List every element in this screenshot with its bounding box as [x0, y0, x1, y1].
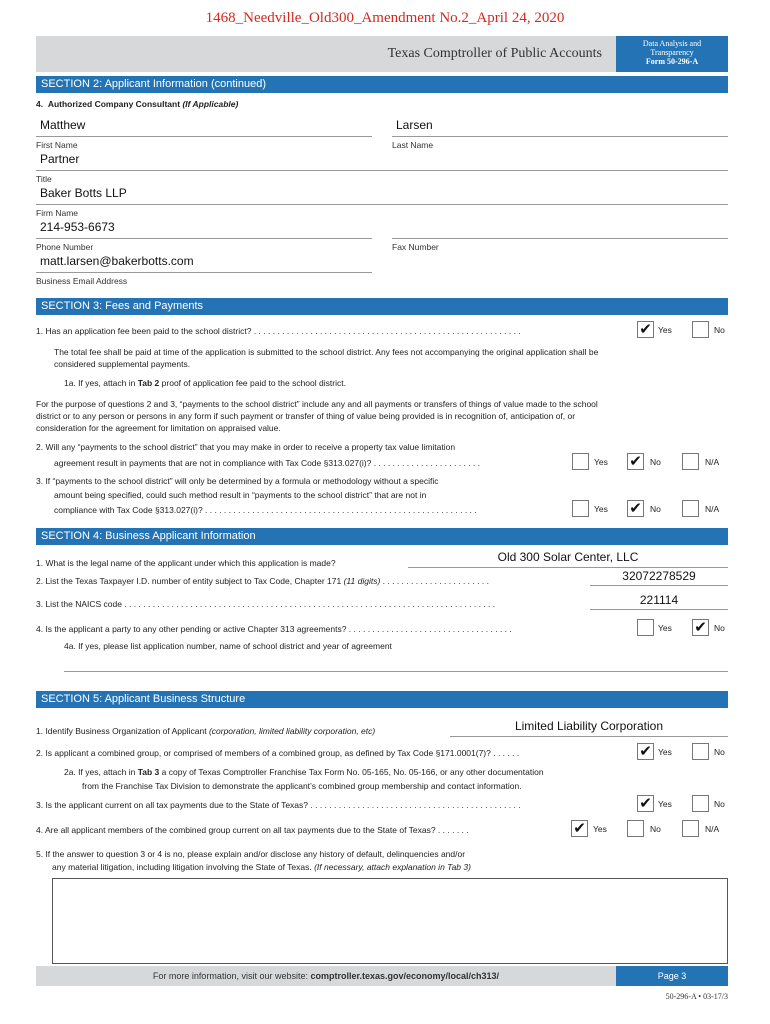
agreements-4a-instruction: 4a. If yes, please list application number, name of school district and year of agreement	[64, 641, 392, 651]
legal-name-line	[408, 567, 728, 568]
fee-1a-instruction	[64, 377, 346, 389]
q3-yes-checkbox[interactable]	[572, 500, 589, 517]
first-name-line	[36, 136, 372, 137]
footer-info	[36, 966, 616, 986]
page-number: Page 3	[616, 966, 728, 986]
agreements-yes-checkbox[interactable]	[637, 619, 654, 636]
fee-no-checkbox[interactable]	[692, 321, 709, 338]
tab-ref: Tab 2	[137, 378, 160, 388]
fee-no-label: No	[714, 325, 725, 335]
payments-para-line1: For the purpose of questions 2 and 3, “payments to the school district” include any and all payments or transfers of things of value made to the school	[36, 399, 598, 409]
q2-na-checkbox[interactable]	[682, 453, 699, 470]
taxpayer-id-question	[36, 575, 489, 587]
item-title: Authorized Company Consultant	[47, 99, 181, 109]
text: proof of application fee paid to the school district.	[159, 378, 346, 388]
fee-question: 1. Has an application fee been paid to the school district? . . . . . . . . . . . . . . . . . . . . . . . . . . . . . . . . . . . . . . . . . . . . . . . . . . . . . . . . .	[36, 326, 521, 336]
dots: . . . . . . . . . . . . . . . . . . . . . . .	[380, 576, 489, 586]
q2-line1: 2. Will any “payments to the school district” that you may make in order to receive a property tax value limitation	[36, 442, 456, 452]
payments-para-line2: district or to any person or persons in any form if such payment or transfer of thing of value being provided is in recognition of, anticipation of, or	[36, 411, 576, 421]
naics-line	[590, 609, 728, 610]
text: any material litigation, including litigation involving the State of Texas.	[52, 862, 315, 872]
combined-yes-checkbox[interactable]: ✔	[637, 743, 654, 760]
combined-2a-line2: from the Franchise Tax Division to demonstrate the applicant’s combined group membership and contact information.	[82, 781, 522, 791]
q2-na-label: N/A	[705, 457, 720, 467]
email-line	[36, 272, 372, 273]
first-name-label: First Name	[36, 140, 78, 150]
q3-line1: 3. If “payments to the school district” will only be determined by a formula or methodology without a specific	[36, 476, 439, 486]
q2-no-label: No	[650, 457, 661, 467]
item-number: 4.	[36, 99, 44, 109]
tab-ref: Tab 3	[137, 767, 160, 777]
document-title: 1468_Needville_Old300_Amendment No.2_April 24, 2020	[205, 10, 565, 26]
last-name-line	[392, 136, 728, 137]
email-label: Business Email Address	[36, 276, 128, 286]
section2-header: SECTION 2: Applicant Information (continued)	[36, 76, 728, 93]
fax-label: Fax Number	[392, 242, 439, 252]
legal-name-value[interactable]: Old 300 Solar Center, LLC	[497, 550, 639, 564]
fee-note-line1: The total fee shall be paid at time of the application is submitted to the school district. Any fees not accompanying the original application shall be	[54, 347, 599, 357]
attach-note: (If necessary, attach explanation in Tab 3)	[314, 862, 471, 872]
q3-no-checkbox[interactable]: ✔	[627, 500, 644, 517]
taxpayer-id-line	[590, 585, 728, 586]
title-label: Title	[36, 174, 52, 184]
text: 1. Identify Business Organization of Applicant	[36, 726, 209, 736]
payments-para-line3: consideration for the agreement for limitation on appraised value.	[36, 423, 281, 433]
group-tax-na-checkbox[interactable]	[682, 820, 699, 837]
legal-name-question: 1. What is the legal name of the applicant under which this application is made?	[36, 558, 336, 568]
title-line	[36, 170, 728, 171]
first-name-value[interactable]: Matthew	[40, 118, 86, 132]
text: 2. List the Texas Taxpayer I.D. number of entity subject to Tax Code, Chapter 171	[36, 576, 344, 586]
text: 1a. If yes, attach in	[64, 378, 138, 388]
tax-current-no-checkbox[interactable]	[692, 795, 709, 812]
tax-current-yes-checkbox[interactable]: ✔	[637, 795, 654, 812]
q2-no-checkbox[interactable]: ✔	[627, 453, 644, 470]
combined-group-question: 2. Is applicant a combined group, or comprised of members of a combined group, as defined by Tax Code §171.0001(7)? . . . . . .	[36, 748, 520, 758]
group-tax-no-checkbox[interactable]	[627, 820, 644, 837]
combined-no-checkbox[interactable]	[692, 743, 709, 760]
agreements-detail-line[interactable]	[64, 671, 728, 672]
firm-label: Firm Name	[36, 208, 79, 218]
fax-line	[392, 238, 728, 239]
last-name-label: Last Name	[392, 140, 434, 150]
section4-header: SECTION 4: Business Applicant Information	[36, 528, 728, 545]
website-link[interactable]: comptroller.texas.gov/economy/local/ch313/	[310, 971, 500, 981]
agreements-yes-label: Yes	[658, 623, 672, 633]
q3-no-label: No	[650, 504, 661, 514]
group-tax-no-label: No	[650, 824, 661, 834]
agency-banner	[36, 36, 616, 72]
org-examples: (corporation, limited liability corporation, etc)	[208, 726, 376, 736]
fee-yes-checkbox[interactable]: ✔	[637, 321, 654, 338]
fee-note-line2: considered supplemental payments.	[54, 359, 191, 369]
explain-question-line2	[52, 861, 471, 873]
naics-value[interactable]: 221114	[639, 593, 679, 607]
group-tax-current-question: 4. Are all applicant members of the combined group current on all tax payments due to the State of Texas? . . . . . . .	[36, 825, 469, 835]
footer-text: For more information, visit our website:	[152, 971, 311, 981]
consultant-heading	[36, 98, 238, 110]
tax-current-yes-label: Yes	[658, 799, 672, 809]
firm-line	[36, 204, 728, 205]
other-agreements-question: 4. Is the applicant a party to any other pending or active Chapter 313 agreements? . . . . . . . . . . . . . . . . . . . . . . . . . . . . . . . . . . .	[36, 624, 512, 634]
item-note: (If Applicable)	[182, 99, 239, 109]
explain-question-line1: 5. If the answer to question 3 or 4 is no, please explain and/or disclose any history of default, delinquencies and/or	[36, 849, 466, 859]
q3-line2: amount being specified, could such method result in “payments to the school district” that are not in	[54, 490, 427, 500]
phone-value[interactable]: 214-953-6673	[40, 220, 115, 234]
fee-yes-label: Yes	[658, 325, 672, 335]
taxpayer-id-value[interactable]: 32072278529	[622, 569, 696, 583]
section3-header: SECTION 3: Fees and Payments	[36, 298, 728, 315]
combined-yes-label: Yes	[658, 747, 672, 757]
dept-line1: Data Analysis and	[642, 39, 702, 48]
agreements-no-label: No	[714, 623, 725, 633]
text: a copy of Texas Comptroller Franchise Tax Form No. 05-165, No. 05-166, or any other documentation	[159, 767, 544, 777]
q3-yes-label: Yes	[594, 504, 608, 514]
business-org-value[interactable]: Limited Liability Corporation	[514, 719, 664, 733]
combined-2a-line1	[64, 766, 544, 778]
title-value[interactable]: Partner	[40, 152, 80, 166]
form-revision: 50-296-A • 03-17/3	[665, 992, 728, 1001]
q3-line3: compliance with Tax Code §313.027(i)? . . . . . . . . . . . . . . . . . . . . . . . . . . . . . . . . . . . . . . . . . . . . . . . . . . . . . . . . . .	[54, 505, 477, 515]
text: 2a. If yes, attach in	[64, 767, 138, 777]
email-value[interactable]: matt.larsen@bakerbotts.com	[40, 254, 194, 268]
group-tax-yes-label: Yes	[593, 824, 607, 834]
q2-line2: agreement result in payments that are not in compliance with Tax Code §313.027(i)? . . . . . . . . . . . . . . . . . . . . . . .	[54, 458, 480, 468]
dept-line2: Transparency	[650, 48, 694, 57]
digits-note: (11 digits)	[343, 576, 381, 586]
combined-no-label: No	[714, 747, 725, 757]
phone-label: Phone Number	[36, 242, 94, 252]
business-org-question	[36, 725, 375, 737]
form-number: Form 50-296-A	[645, 57, 699, 66]
form-id-box	[616, 36, 728, 72]
q3-na-checkbox[interactable]	[682, 500, 699, 517]
q2-yes-checkbox[interactable]	[572, 453, 589, 470]
agency-name: Texas Comptroller of Public Accounts	[387, 46, 602, 61]
q3-na-label: N/A	[705, 504, 720, 514]
business-org-line	[450, 736, 728, 737]
agreements-no-checkbox[interactable]: ✔	[692, 619, 709, 636]
group-tax-yes-checkbox[interactable]: ✔	[571, 820, 588, 837]
naics-question: 3. List the NAICS code . . . . . . . . . . . . . . . . . . . . . . . . . . . . . . . . . . . . . . . . . . . . . . . . . . . . . . . . . . . . . . . . . . . . . . . . . . . . . . .	[36, 599, 496, 609]
firm-value[interactable]: Baker Botts LLP	[40, 186, 127, 200]
tax-current-question: 3. Is the applicant current on all tax payments due to the State of Texas? . . . . . . . . . . . . . . . . . . . . . . . . . . . . . . . . . . . . . . . . . . . . .	[36, 800, 521, 810]
section5-header: SECTION 5: Applicant Business Structure	[36, 691, 728, 708]
explanation-textarea[interactable]	[52, 878, 728, 964]
group-tax-na-label: N/A	[705, 824, 720, 834]
last-name-value[interactable]: Larsen	[396, 118, 433, 132]
tax-current-no-label: No	[714, 799, 725, 809]
q2-yes-label: Yes	[594, 457, 608, 467]
phone-line	[36, 238, 372, 239]
